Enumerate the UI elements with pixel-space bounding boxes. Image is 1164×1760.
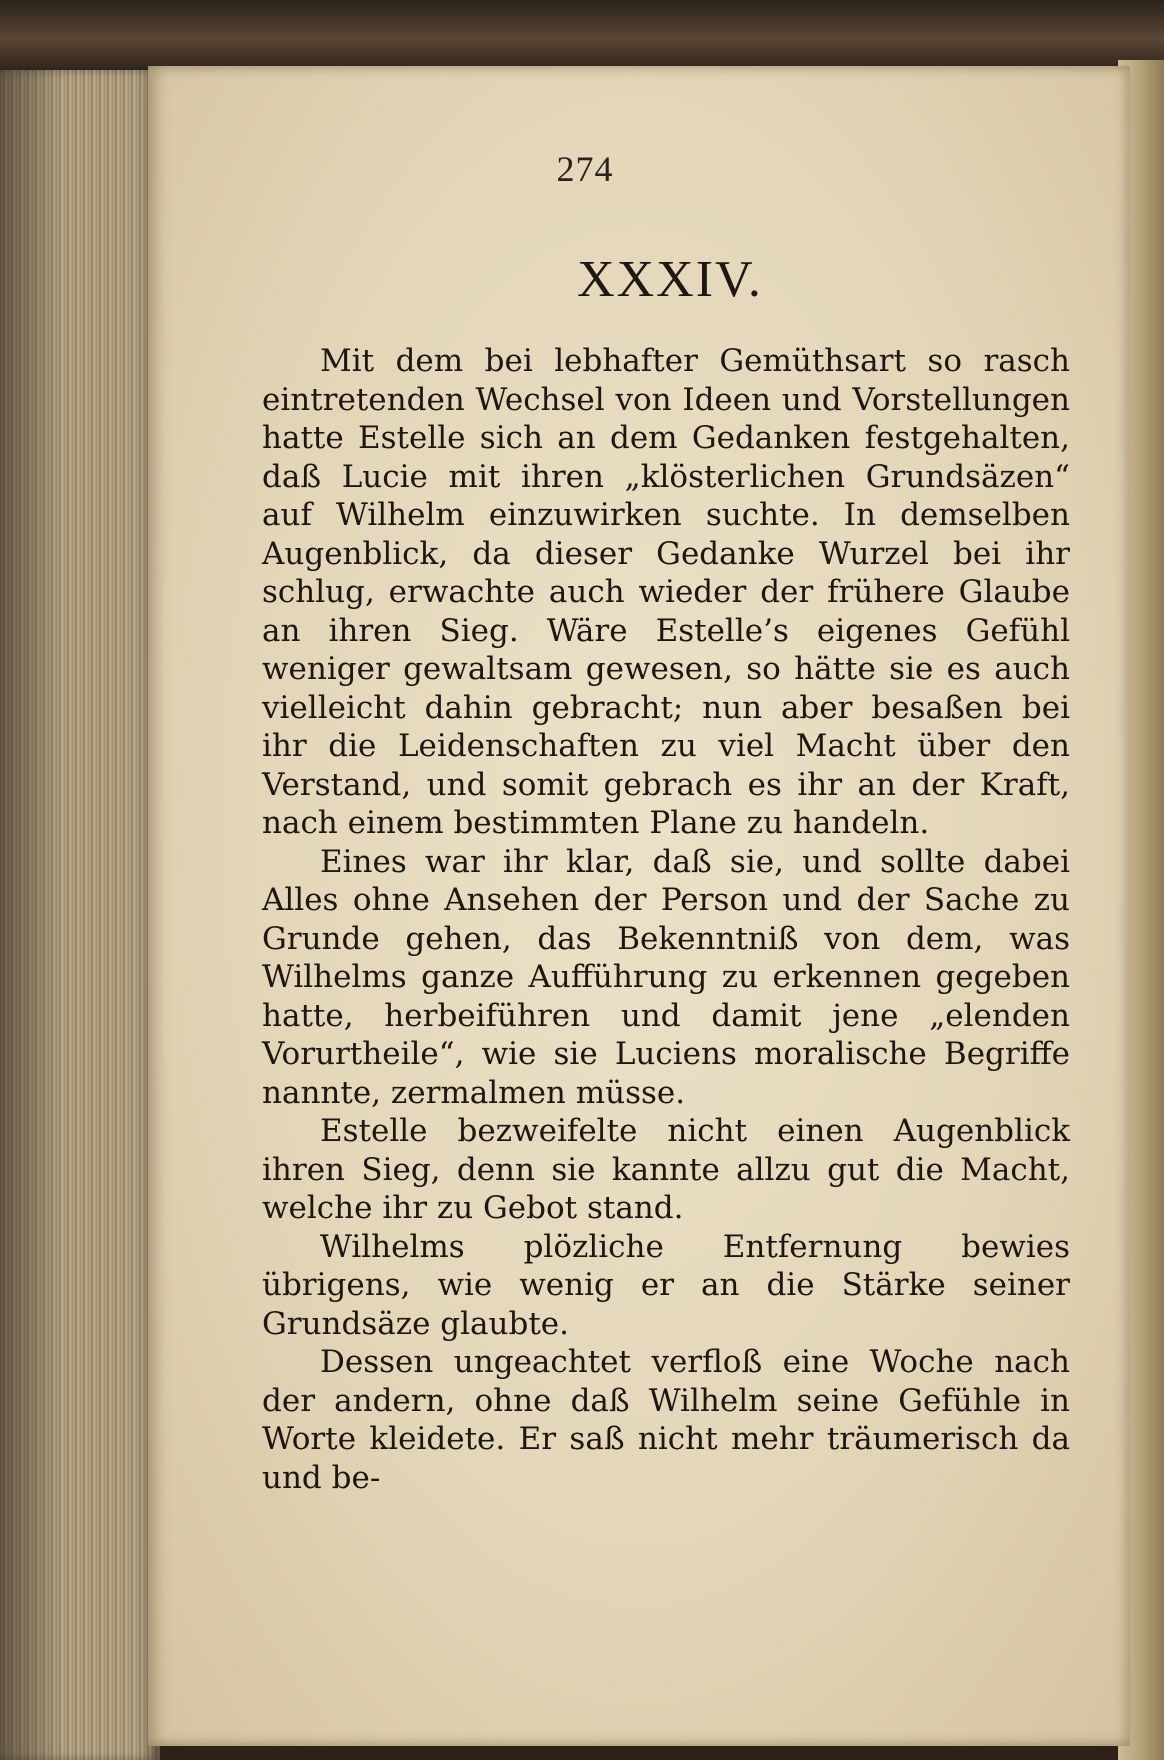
page-number: 274 — [556, 149, 614, 189]
body-text — [262, 342, 1070, 1497]
paragraph-4: Wilhelms plözliche Entfernung bewies übrigens, wie wenig er an die Stärke seiner Grundsäze glaubte. — [262, 1228, 1070, 1342]
page-edges — [0, 70, 160, 1760]
paragraph-5: Dessen ungeachtet verfloß eine Woche nach der andern, ohne daß Wilhelm seine Gefühle in Worte kleidete. Er saß nicht mehr träumerisch da und be- — [262, 1344, 1070, 1496]
paragraph-3: Estelle bezweifelte nicht einen Augenblick ihren Sieg, denn sie kannte allzu gut die Macht, welche ihr zu Gebot stand. — [262, 1113, 1070, 1226]
paragraph-1: Mit dem bei lebhafter Gemüthsart so rasch eintretenden Wechsel von Ideen und Vorstellungen hatte Estelle sich an dem Gedanken festgehalten, daß Lucie mit ihren „klösterlichen Grundsäzen“ auf Wilhelm einzuwirken suchte. In demselben Augenblick, da dieser Gedanke Wurzel bei ihr schlug, erwachte auch wieder der frühere Glaube an ihren Sieg. Wäre Estelle’s eigenes Gefühl weniger gewaltsam gewesen, so hätte sie es auch vielleicht dahin gebracht; nun aber besaßen bei ihr die Leidenschaften zu viel Macht über den Verstand, und somit gebrach es ihr an der Kraft, nach einem bestimmten Plane zu handeln. — [262, 343, 1070, 841]
book-cover-top — [0, 0, 1164, 70]
paragraph-2: Eines war ihr klar, daß sie, und sollte dabei Alles ohne Ansehen der Person und der Sache zu Grunde gehen, das Bekenntniß von dem, was Wilhelms ganze Aufführung zu erkennen gegeben hatte, herbeiführen und damit jene „elenden Vorurtheile“, wie sie Luciens moralische Begriffe nannte, zermalmen müsse. — [262, 843, 1070, 1111]
chapter-heading: XXXIV. — [577, 251, 763, 308]
